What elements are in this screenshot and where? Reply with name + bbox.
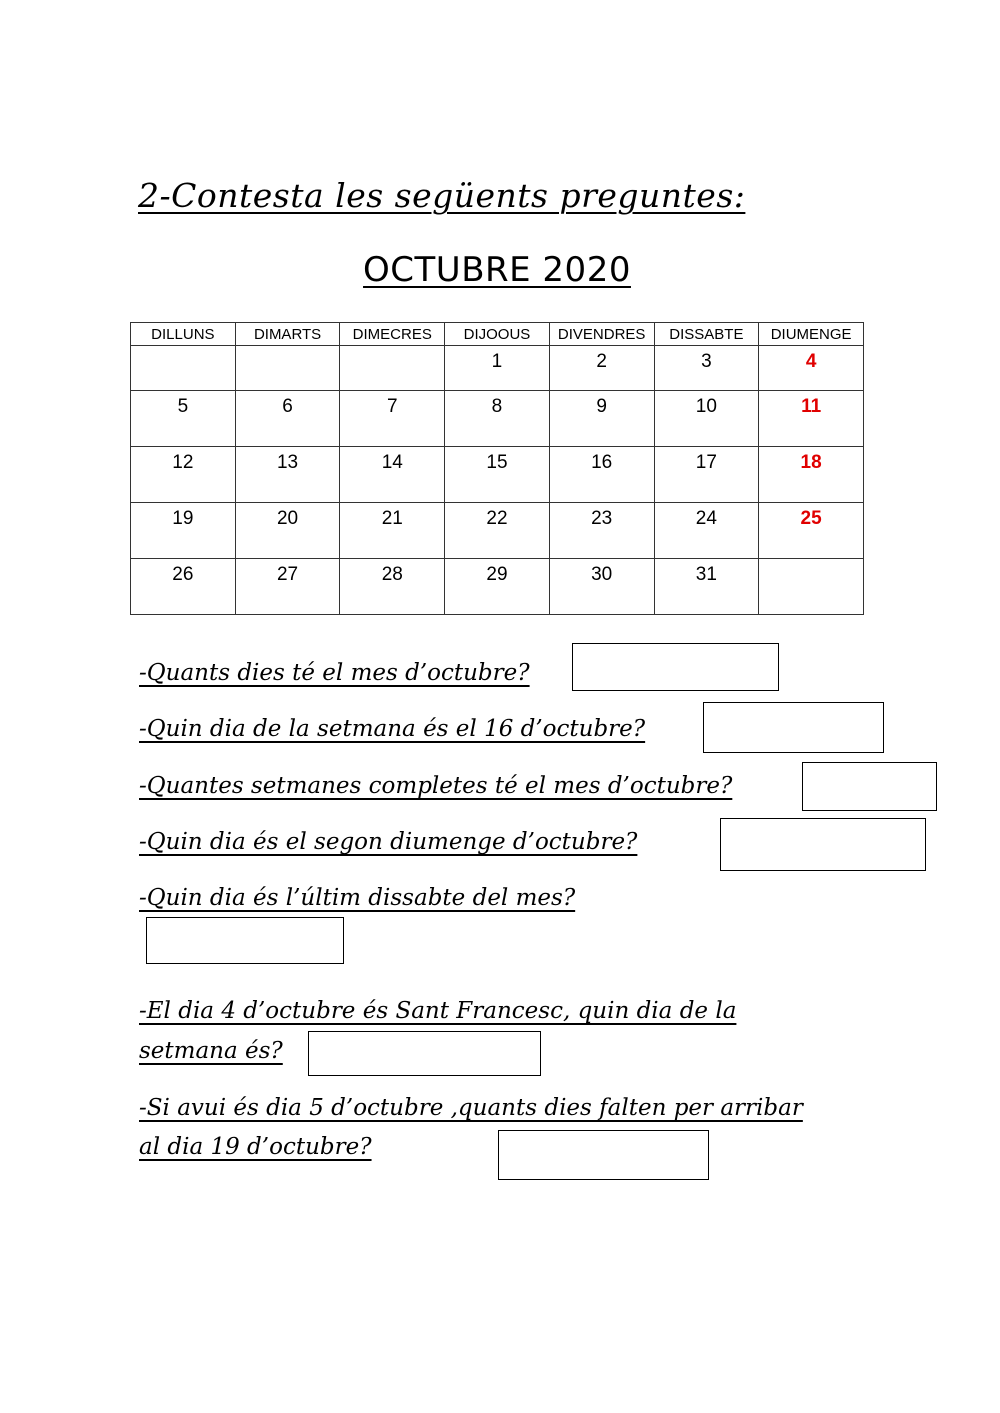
day-cell: 27: [235, 559, 340, 615]
day-cell: 23: [549, 503, 654, 559]
calendar-week-3: [131, 447, 864, 503]
calendar-header-row: [131, 323, 864, 346]
calendar-week-1: [131, 346, 864, 391]
question-3: -Quantes setmanes completes té el mes d’octubre?: [139, 773, 733, 799]
answer-box-6[interactable]: [308, 1031, 541, 1076]
header-thursday: DIJOOUS: [445, 323, 550, 346]
question-2: -Quin dia de la setmana és el 16 d’octubre?: [139, 716, 646, 742]
day-cell: 31: [654, 559, 759, 615]
day-cell: 5: [131, 391, 236, 447]
sunday-cell: 4: [759, 346, 864, 391]
answer-box-2[interactable]: [703, 702, 884, 753]
day-cell: [235, 346, 340, 391]
question-5: -Quin dia és l’últim dissabte del mes?: [139, 885, 576, 911]
day-cell: 2: [549, 346, 654, 391]
day-cell: [131, 346, 236, 391]
day-cell: 8: [445, 391, 550, 447]
day-cell: 29: [445, 559, 550, 615]
day-cell: 20: [235, 503, 340, 559]
day-cell: 26: [131, 559, 236, 615]
day-cell: 13: [235, 447, 340, 503]
day-cell: 9: [549, 391, 654, 447]
day-cell: 7: [340, 391, 445, 447]
header-tuesday: DIMARTS: [235, 323, 340, 346]
sunday-cell: 11: [759, 391, 864, 447]
calendar-week-4: [131, 503, 864, 559]
question-7-line-2: al dia 19 d’octubre?: [139, 1134, 372, 1160]
october-calendar: [130, 322, 864, 615]
question-6-line-1: -El dia 4 d’octubre és Sant Francesc, quin dia de la: [139, 998, 737, 1024]
day-cell: 15: [445, 447, 550, 503]
sunday-cell: 18: [759, 447, 864, 503]
day-cell: 19: [131, 503, 236, 559]
question-6-line-2: setmana és?: [139, 1038, 283, 1064]
day-cell: 22: [445, 503, 550, 559]
day-cell: 21: [340, 503, 445, 559]
calendar-week-5: [131, 559, 864, 615]
day-cell: 10: [654, 391, 759, 447]
question-7-line-1: -Si avui és dia 5 d’octubre ,quants dies falten per arribar: [139, 1095, 803, 1121]
day-cell: [340, 346, 445, 391]
answer-box-4[interactable]: [720, 818, 926, 871]
day-cell: 12: [131, 447, 236, 503]
day-cell: 14: [340, 447, 445, 503]
header-saturday: DISSABTE: [654, 323, 759, 346]
day-cell: 30: [549, 559, 654, 615]
answer-box-5[interactable]: [146, 917, 344, 964]
sunday-cell: [759, 559, 864, 615]
day-cell: 28: [340, 559, 445, 615]
day-cell: 16: [549, 447, 654, 503]
question-1: -Quants dies té el mes d’octubre?: [139, 660, 530, 686]
calendar-month-title: OCTUBRE 2020: [363, 250, 631, 290]
answer-box-3[interactable]: [802, 762, 937, 811]
header-monday: DILLUNS: [131, 323, 236, 346]
day-cell: 1: [445, 346, 550, 391]
day-cell: 6: [235, 391, 340, 447]
answer-box-7[interactable]: [498, 1130, 709, 1180]
calendar-week-2: [131, 391, 864, 447]
header-sunday: DIUMENGE: [759, 323, 864, 346]
header-friday: DIVENDRES: [549, 323, 654, 346]
page-title: 2-Contesta les següents preguntes:: [138, 176, 746, 215]
sunday-cell: 25: [759, 503, 864, 559]
answer-box-1[interactable]: [572, 643, 779, 691]
day-cell: 24: [654, 503, 759, 559]
question-4: -Quin dia és el segon diumenge d’octubre?: [139, 829, 638, 855]
day-cell: 3: [654, 346, 759, 391]
header-wednesday: DIMECRES: [340, 323, 445, 346]
day-cell: 17: [654, 447, 759, 503]
